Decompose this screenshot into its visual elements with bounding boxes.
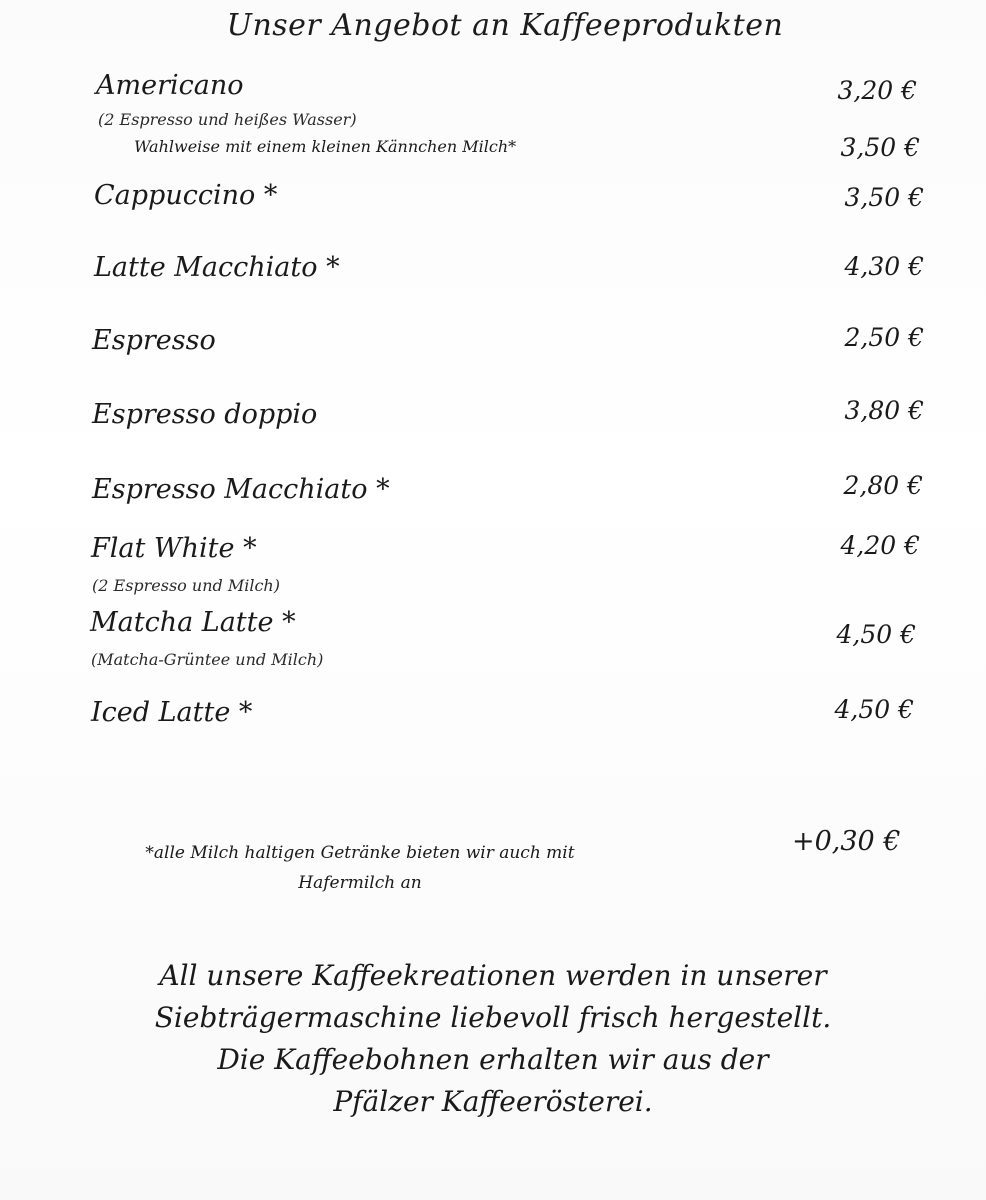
item-option-price-americano: 3,50 € [840, 133, 920, 162]
item-price-espresso-doppio: 3,80 € [844, 396, 924, 425]
footer-line-1: All unsere Kaffeekreationen werden in unserer [159, 959, 827, 992]
item-price-latte-macchiato: 4,30 € [844, 252, 924, 281]
footer-text [0, 955, 986, 1123]
item-name-americano: Americano [96, 70, 244, 101]
item-name-latte-macchiato: Latte Macchiato * [94, 252, 340, 283]
oat-milk-surcharge: +0,30 € [792, 826, 901, 857]
item-name-espresso-macchiato: Espresso Macchiato * [92, 474, 390, 505]
item-desc-americano: (2 Espresso und heißes Wasser) [98, 110, 357, 129]
footer-line-3: Die Kaffeebohnen erhalten wir aus der [217, 1043, 769, 1076]
item-name-flat-white: Flat White * [91, 533, 257, 564]
oat-milk-note-line-2: Hafermilch an [298, 873, 422, 893]
item-name-cappuccino: Cappuccino * [94, 180, 278, 211]
item-name-matcha-latte: Matcha Latte * [90, 607, 296, 638]
item-desc-matcha-latte: (Matcha-Grüntee und Milch) [91, 650, 324, 669]
item-name-espresso: Espresso [92, 325, 216, 356]
item-price-matcha-latte: 4,50 € [836, 620, 916, 649]
item-name-iced-latte: Iced Latte * [91, 697, 253, 728]
item-price-espresso: 2,50 € [844, 323, 924, 352]
menu-title: Unser Angebot an Kaffeeprodukten [226, 8, 784, 43]
item-price-espresso-macchiato: 2,80 € [843, 471, 923, 500]
item-desc-flat-white: (2 Espresso und Milch) [92, 576, 280, 595]
footer-line-4: Pfälzer Kaffeerösterei. [333, 1085, 653, 1118]
item-name-espresso-doppio: Espresso doppio [92, 399, 318, 430]
item-price-americano: 3,20 € [837, 76, 917, 105]
item-price-flat-white: 4,20 € [840, 531, 920, 560]
oat-milk-note-line-1: *alle Milch haltigen Getränke bieten wir auch mit [145, 843, 575, 863]
item-price-cappuccino: 3,50 € [844, 183, 924, 212]
oat-milk-note [100, 838, 620, 898]
footer-line-2: Siebträgermaschine liebevoll frisch hergestellt. [154, 1001, 832, 1034]
item-price-iced-latte: 4,50 € [834, 695, 914, 724]
item-option-americano: Wahlweise mit einem kleinen Kännchen Milch* [134, 137, 517, 156]
